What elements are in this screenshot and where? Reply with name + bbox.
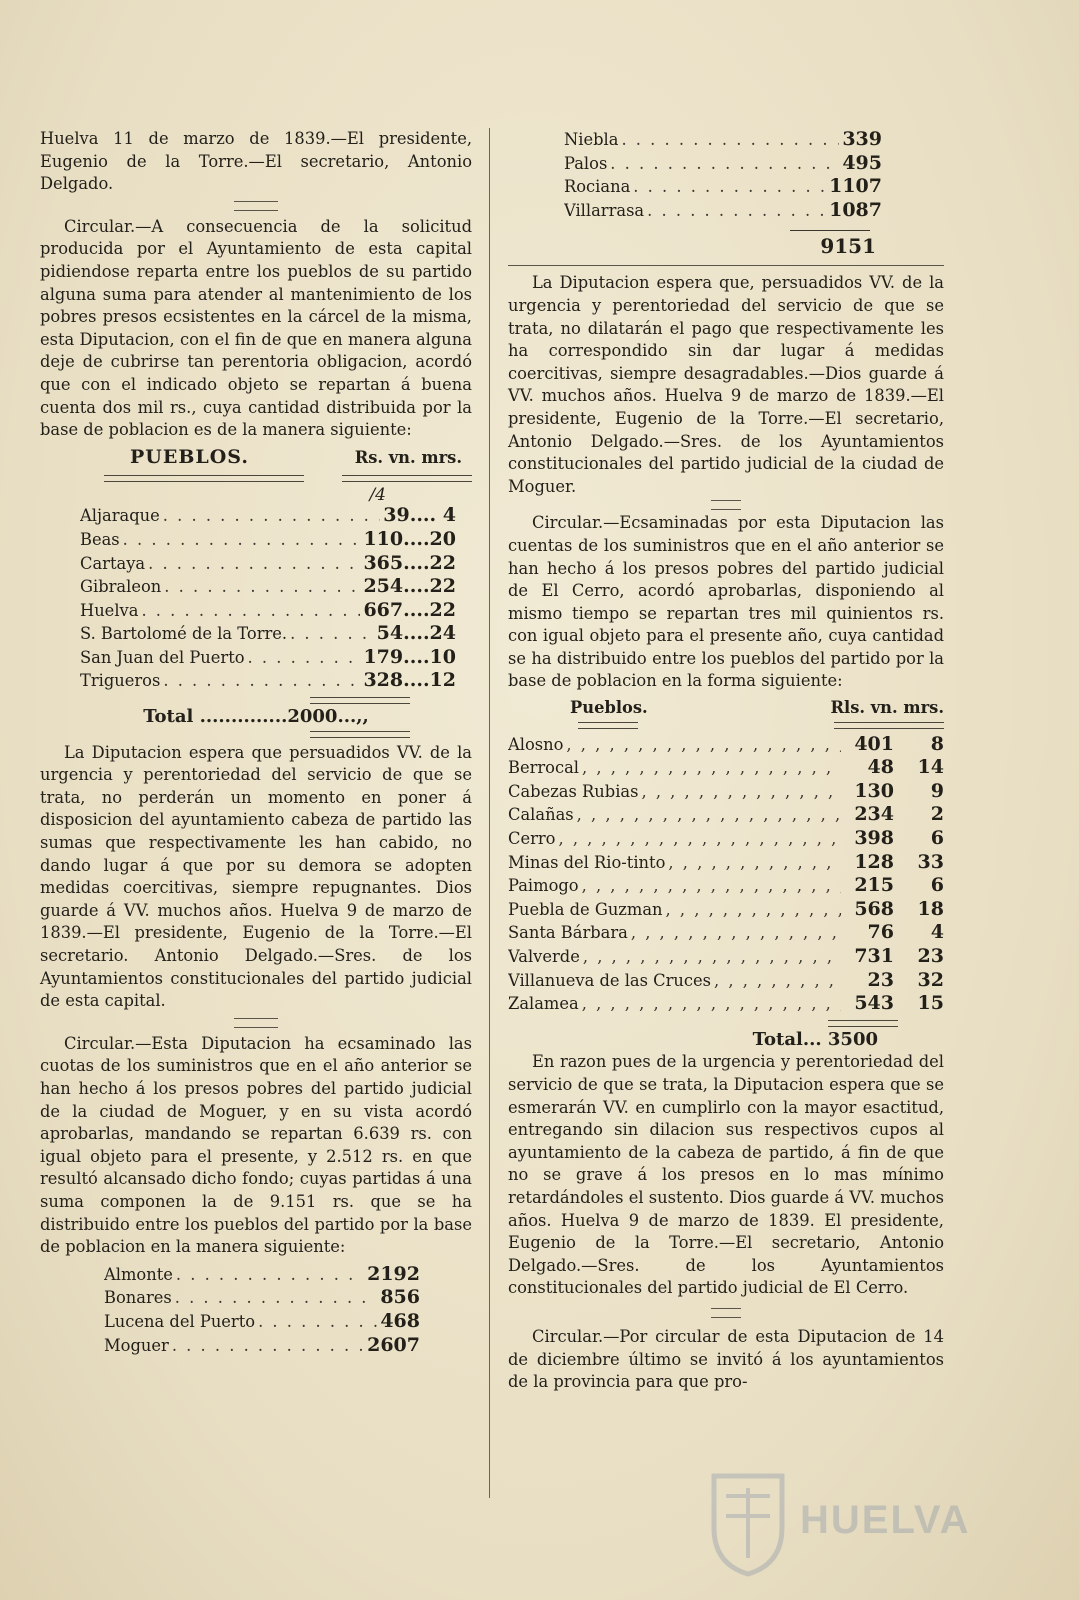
table2 [104,1263,420,1357]
column-divider [489,128,490,1498]
paragraph-4: En razon pues de la urgencia y perentoriedad del servicio de que se trata, la Diputacion espera que se esmerarán VV. en cumplirlo con la mayor esactitud, entregando sin dilacion sus respectivos cupos al ayuntamiento de la cabeza de partido, á fin de que no se grave á los presos en lo mas mínimo retardándoles el sustento. Dios guarde á VV. muchos años. Huelva 9 de marzo de 1839. El presidente, Eugenio de la Torre.—El secretario, Antonio Delgado.—Sres. de los Ayuntamientos constitucionales del partido judicial de El Cerro. [508,1052,944,1298]
table-row: Palos . . . 495 [564,152,882,176]
table2-continued [564,128,882,222]
table-row: Santa Bárbara , , , , , , , , , , , , , , , , , , , , , , , , , , , , , , , , , , , , , , , , , , , , , , , , , , , , , , , , , , , , , , , , , , , , , 76 4 [508,921,944,945]
table-row: Aljaraque . . . 39.... 4 [80,504,456,528]
table-row: Beas . . . 110....20 [80,528,456,552]
table-row: Trigueros . . . 328....12 [80,669,456,693]
right-column [508,128,944,1394]
table-row: Niebla . . . 339 [564,128,882,152]
table1-header-pueblos: PUEBLOS. [130,445,249,468]
table1-header-rs: Rs. vn. mrs. [354,447,462,467]
table-row: Lucena del Puerto . . . 468 [104,1310,420,1334]
table-row: Cartaya . . . 365....22 [80,552,456,576]
table-row: Almonte . . . 2192 [104,1263,420,1287]
paragraph-2: La Diputacion espera que persuadidos VV. de la urgencia y perentoriedad del servicio de que se trata, no perderán un momento en poner á disposicion del ayuntamiento cabeza de partido las sumas que respectivamente les han cabido, no dando lugar á que por su demora se adopten medidas coercitivas, siempre repugnantes. Dios guarde á VV. muchos años. Huelva 9 de marzo de 1839.—El presidente, Eugenio de la Torre.—El secretario. Antonio Delgado.—Sres. de los Ayuntamientos constitucionales del partido judicial de esta capital. [40,742,472,1011]
table-row: Paimogo , , , , , , , , , , , , , , , , , , , , , , , , , , , , , , , , , , , , , , , , , , , , , , , , , , , , , , , , , , , , , , , , , , , , , 215 6 [508,874,944,898]
table-row: Villarrasa . . . 1087 [564,199,882,223]
table-row: Alosno , , , , , , , , , , , , , , , , , , , , , , , , , , , , , , , , , , , , , , , , , , , , , , , , , , , , , , , , , , , , , , , , , , , , , 401 8 [508,733,944,757]
table-row: Gibraleon . . . 254....22 [80,575,456,599]
table-row: S. Bartolomé de la Torre. . . . 54....24 [80,622,456,646]
table-row: Calañas , , , , , , , , , , , , , , , , , , , , , , , , , , , , , , , , , , , , , , , , , , , , , , , , , , , , , , , , , , , , , , , , , , , , , 234 2 [508,803,944,827]
table3-header-rules [508,722,944,729]
table3-total: Total... 3500 [752,1028,878,1050]
separator [711,500,741,510]
table-row: Zalamea , , , , , , , , , , , , , , , , , , , , , , , , , , , , , , , , , , , , , , , , , , , , , , , , , , , , , , , , , , , , , , , , , , , , , 543 15 [508,992,944,1016]
table-row: Rociana . . . 1107 [564,175,882,199]
table1-header [40,446,472,470]
paragraph-1: Huelva 11 de marzo de 1839.—El presidente, Eugenio de la Torre.—El secretario, Antonio Delgado. [40,129,472,194]
table2-total: 9151 [820,234,876,259]
shield-icon [708,1468,788,1578]
table1-header-rules [40,475,472,482]
paragraph-circular-3: Circular.—Ecsaminadas por esta Diputacion las cuentas de los suministros que en el año anterior se han hecho á los presos pobres del partido judicial de El Cerro, acordó aprobarlas, disponiendo al mismo tiempo se repartan tres mil quinientos rs. con igual objeto para el presente año, cuya cantidad se ha distribuido entre los pueblos del partido por la base de poblacion en la forma siguiente: [508,513,944,691]
paragraph-3: La Diputacion espera que, persuadidos VV. de la urgencia y perentoriedad del servicio de que se trata, no dilatarán el pago que respectivamente les ha correspondido sin dar lugar á medidas coercitivas, siempre desagradables.—Dios guarde á VV. muchos años. Huelva 9 de marzo de 1839.—El presidente, Eugenio de la Torre.—El secretario, Antonio Delgado.—Sres. de los Ayuntamientos constitucionales del partido judicial de la ciudad de Moguer. [508,273,944,496]
table1-note: /4 [369,485,386,506]
separator [234,201,278,211]
table-row: San Juan del Puerto . . . 179....10 [80,646,456,670]
table-row: Cerro , , , , , , , , , , , , , , , , , , , , , , , , , , , , , , , , , , , , , , , , , , , , , , , , , , , , , , , , , , , , , , , , , , , , , 398 6 [508,827,944,851]
archive-watermark [708,1466,1048,1586]
table-row: Huelva . . . 667....22 [80,599,456,623]
paragraph-circular-2: Circular.—Esta Diputacion ha ecsaminado las cuotas de los suministros que en el año anterior se han hecho á los presos pobres del partido judicial de la ciudad de Moguer, y en su vista acordó aprobarlas, mandando se repartan 6.639 rs. con igual objeto para el presente, y 2.512 rs. en que resultó alcansado dicho fondo; cuyas partidas á una suma componen la de 9.151 rs. que se ha distribuido entre los pueblos del partido por la base de poblacion en la manera siguiente: [40,1033,472,1257]
table1 [80,504,456,693]
table-row: Valverde , , , , , , , , , , , , , , , , , , , , , , , , , , , , , , , , , , , , , , , , , , , , , , , , , , , , , , , , , , , , , , , , , , , , , 731 23 [508,945,944,969]
table3-total-rule [828,1020,898,1027]
table3-header-pueblos: Pueblos. [570,698,648,718]
table3 [508,733,944,1016]
table-row: Bonares . . . 856 [104,1286,420,1310]
paragraph-circular-1: Circular.—A consecuencia de la solicitud producida por el Ayuntamiento de esta capital pidiendose reparta entre los pueblos de su partido alguna suma para atender al mantenimiento de los pobres presos ecsistentes en la cárcel de la misma, esta Diputacion, con el fin de que en manera alguna deje de cubrirse tan perentoria obligacion, acordó que con el indicado objeto se repartan á buena cuenta dos mil rs., cuya cantidad distribuida por la base de poblacion es de la manera siguiente: [40,216,472,440]
table-row: Berrocal , , , , , , , , , , , , , , , , , , , , , , , , , , , , , , , , , , , , , , , , , , , , , , , , , , , , , , , , , , , , , , , , , , , , , 48 14 [508,756,944,780]
left-column [40,128,472,1357]
table-row: Cabezas Rubias , , , , , , , , , , , , , , , , , , , , , , , , , , , , , , , , , , , , , , , , , , , , , , , , , , , , , , , , , , , , , , , , , , , , , 130 9 [508,780,944,804]
separator [508,265,944,266]
separator [711,1308,741,1318]
table1-total-rule [310,697,410,704]
watermark-text: HUELVA [800,1498,971,1542]
table3-header [508,697,944,720]
table3-header-rs: Rls. vn. mrs. [830,698,944,718]
paragraph-circular-4: Circular.—Por circular de esta Diputacion de 14 de diciembre último se invitó á los ayuntamientos de la provincia para que pro- [508,1326,944,1392]
table1-total: Total ..............2000...,, [143,706,369,728]
table-row: Villanueva de las Cruces , , , , , , , , , , , , , , , , , , , , , , , , , , , , , , , , , , , , , , , , , , , , , , , , , , , , , , , , , , , , , , , , , , , , , 23 32 [508,969,944,993]
table-row: Minas del Rio-tinto , , , , , , , , , , , , , , , , , , , , , , , , , , , , , , , , , , , , , , , , , , , , , , , , , , , , , , , , , , , , , , , , , , , , , 128 33 [508,851,944,875]
table1-total-rule-bottom [310,731,410,738]
table-row: Puebla de Guzman , , , , , , , , , , , , , , , , , , , , , , , , , , , , , , , , , , , , , , , , , , , , , , , , , , , , , , , , , , , , , , , , , , , , , 568 18 [508,898,944,922]
separator [234,1018,278,1028]
table-row: Moguer . . . 2607 [104,1334,420,1358]
